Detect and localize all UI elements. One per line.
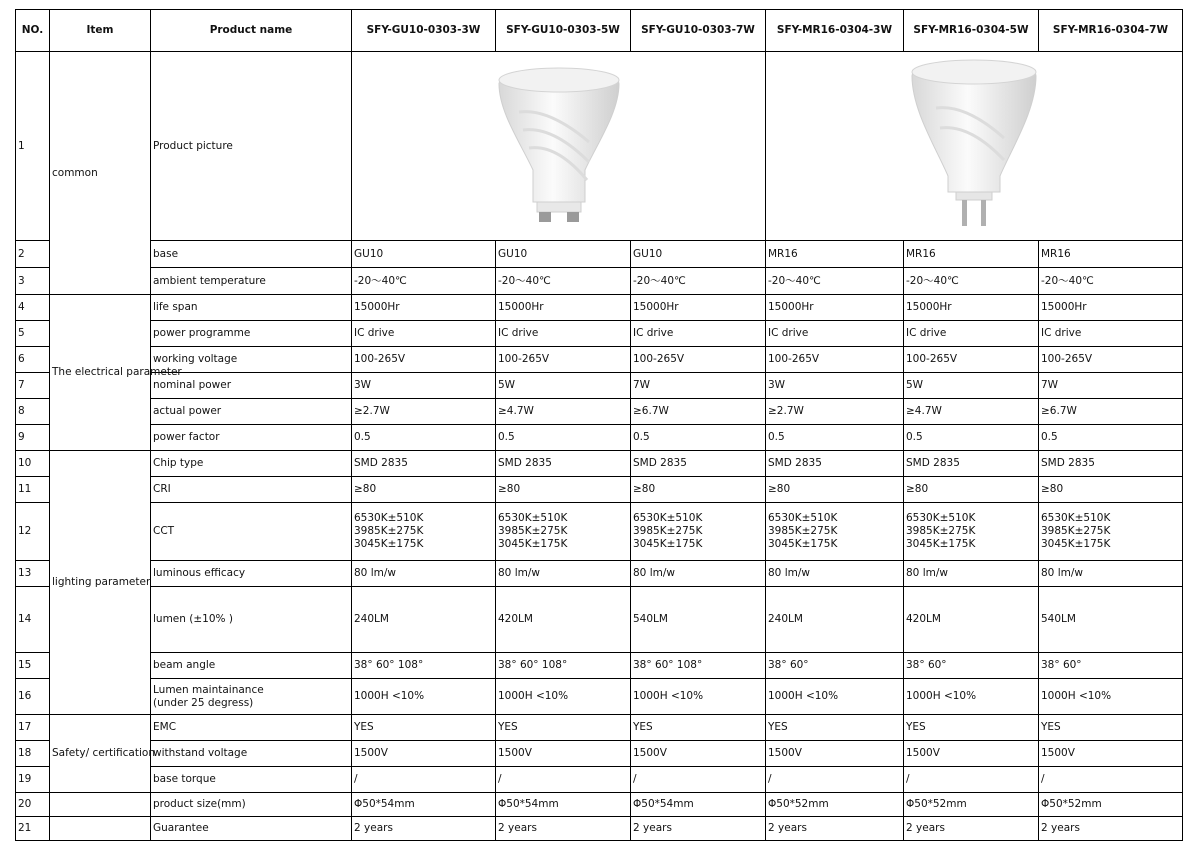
cct-cell <box>631 503 766 561</box>
cell: 1000H <10% <box>766 679 904 715</box>
cell: 80 lm/w <box>904 561 1039 587</box>
cct-value: 3045K±175K <box>1041 538 1111 550</box>
cell: YES <box>766 715 904 741</box>
cell: 80 lm/w <box>631 561 766 587</box>
row-label: withstand voltage <box>151 741 352 767</box>
cell: IC drive <box>496 321 631 347</box>
cell: Φ50*52mm <box>1039 793 1183 817</box>
cell: YES <box>496 715 631 741</box>
row-number: 12 <box>16 503 50 561</box>
cell: 100-265V <box>352 347 496 373</box>
row-number: 6 <box>16 347 50 373</box>
cell: 0.5 <box>352 425 496 451</box>
row-label: luminous efficacy <box>151 561 352 587</box>
cell: 1000H <10% <box>631 679 766 715</box>
mr16-picture-cell <box>766 52 1183 241</box>
row-label: Guarantee <box>151 817 352 841</box>
row-label: lumen (±10% ) <box>151 587 352 653</box>
row-number: 19 <box>16 767 50 793</box>
cell: 0.5 <box>904 425 1039 451</box>
cell: IC drive <box>631 321 766 347</box>
cell: -20～40℃ <box>352 268 496 295</box>
cell: 80 lm/w <box>1039 561 1183 587</box>
cell: 420LM <box>496 587 631 653</box>
cct-cell <box>1039 503 1183 561</box>
cell: ≥2.7W <box>352 399 496 425</box>
cell: / <box>352 767 496 793</box>
gu10-bulb-icon <box>489 52 629 232</box>
table-row <box>16 715 1183 741</box>
mr16-bulb-icon <box>904 52 1044 232</box>
row-label: base torque <box>151 767 352 793</box>
cell: / <box>631 767 766 793</box>
cell: 100-265V <box>1039 347 1183 373</box>
cell: / <box>496 767 631 793</box>
cell: 2 years <box>496 817 631 841</box>
row-label: product size(mm) <box>151 793 352 817</box>
cell: / <box>904 767 1039 793</box>
group-common: common <box>50 52 151 295</box>
table-row <box>16 503 1183 561</box>
cct-value: 3985K±275K <box>633 525 703 537</box>
cell: SMD 2835 <box>496 451 631 477</box>
row-number: 8 <box>16 399 50 425</box>
cct-value: 6530K±510K <box>1041 512 1111 524</box>
cct-value: 3045K±175K <box>498 538 568 550</box>
header-item: Item <box>50 10 151 52</box>
cell: 420LM <box>904 587 1039 653</box>
cell: 1500V <box>766 741 904 767</box>
cell: ≥80 <box>631 477 766 503</box>
row-label: nominal power <box>151 373 352 399</box>
cct-cell <box>904 503 1039 561</box>
table-row <box>16 679 1183 715</box>
table-row <box>16 653 1183 679</box>
cell: ≥4.7W <box>904 399 1039 425</box>
table-row <box>16 268 1183 295</box>
header-row <box>16 10 1183 52</box>
table-row <box>16 451 1183 477</box>
cell: GU10 <box>631 241 766 268</box>
cell: SMD 2835 <box>904 451 1039 477</box>
row-label: power programme <box>151 321 352 347</box>
cell: IC drive <box>904 321 1039 347</box>
cell: ≥80 <box>904 477 1039 503</box>
row-label <box>151 679 352 715</box>
cell: 38° 60° <box>1039 653 1183 679</box>
cell: 38° 60° 108° <box>631 653 766 679</box>
row-number: 20 <box>16 793 50 817</box>
cct-value: 3985K±275K <box>354 525 424 537</box>
cell: Φ50*52mm <box>904 793 1039 817</box>
cell: 80 lm/w <box>496 561 631 587</box>
cell: 1500V <box>631 741 766 767</box>
header-model: SFY-GU10-0303-3W <box>352 10 496 52</box>
cell: 240LM <box>352 587 496 653</box>
cct-cell <box>766 503 904 561</box>
cct-value: 3045K±175K <box>633 538 703 550</box>
cell: 540LM <box>631 587 766 653</box>
cell: 15000Hr <box>766 295 904 321</box>
header-model: SFY-MR16-0304-7W <box>1039 10 1183 52</box>
table-row <box>16 347 1183 373</box>
table-row <box>16 817 1183 841</box>
cell: 1000H <10% <box>352 679 496 715</box>
row-number: 1 <box>16 52 50 241</box>
cell: 100-265V <box>631 347 766 373</box>
cell: -20～40℃ <box>766 268 904 295</box>
cell: IC drive <box>766 321 904 347</box>
cell: ≥6.7W <box>1039 399 1183 425</box>
cct-value: 3985K±275K <box>768 525 838 537</box>
table-row <box>16 767 1183 793</box>
row-number: 14 <box>16 587 50 653</box>
cell: 5W <box>904 373 1039 399</box>
cct-value: 3985K±275K <box>1041 525 1111 537</box>
cell: / <box>1039 767 1183 793</box>
cct-value: 3985K±275K <box>498 525 568 537</box>
cct-value: 6530K±510K <box>354 512 424 524</box>
row-label: CCT <box>151 503 352 561</box>
cell: 3W <box>766 373 904 399</box>
cell: 0.5 <box>766 425 904 451</box>
table-row <box>16 741 1183 767</box>
row-number: 11 <box>16 477 50 503</box>
cell: SMD 2835 <box>766 451 904 477</box>
cell: 0.5 <box>1039 425 1183 451</box>
row-label: working voltage <box>151 347 352 373</box>
header-model: SFY-MR16-0304-3W <box>766 10 904 52</box>
cell: 1500V <box>352 741 496 767</box>
cct-value: 6530K±510K <box>498 512 568 524</box>
cell: 540LM <box>1039 587 1183 653</box>
row-number: 3 <box>16 268 50 295</box>
cell: GU10 <box>352 241 496 268</box>
cell: 15000Hr <box>352 295 496 321</box>
row-label: base <box>151 241 352 268</box>
row-number: 5 <box>16 321 50 347</box>
table-row <box>16 587 1183 653</box>
cell: IC drive <box>352 321 496 347</box>
row-label-line: Lumen maintainance <box>153 683 264 696</box>
cell: 2 years <box>1039 817 1183 841</box>
group-empty <box>50 817 151 841</box>
cell: -20～40℃ <box>904 268 1039 295</box>
cell: 15000Hr <box>1039 295 1183 321</box>
cell: 1000H <10% <box>1039 679 1183 715</box>
cell: 80 lm/w <box>766 561 904 587</box>
cell: 1500V <box>904 741 1039 767</box>
cell: 2 years <box>904 817 1039 841</box>
cell: 7W <box>1039 373 1183 399</box>
cell: 2 years <box>631 817 766 841</box>
cell: 15000Hr <box>496 295 631 321</box>
cell: YES <box>352 715 496 741</box>
row-number: 2 <box>16 241 50 268</box>
row-number: 7 <box>16 373 50 399</box>
cell: -20～40℃ <box>631 268 766 295</box>
cell: 3W <box>352 373 496 399</box>
table-row <box>16 793 1183 817</box>
row-number: 18 <box>16 741 50 767</box>
cell: 15000Hr <box>631 295 766 321</box>
row-label: Chip type <box>151 451 352 477</box>
group-electrical: The electrical parameter <box>50 295 151 451</box>
row-label: ambient temperature <box>151 268 352 295</box>
cell: 240LM <box>766 587 904 653</box>
row-number: 9 <box>16 425 50 451</box>
table-row <box>16 477 1183 503</box>
cell: 38° 60° 108° <box>496 653 631 679</box>
gu10-picture-cell <box>352 52 766 241</box>
row-label-line: (under 25 degress) <box>153 696 254 709</box>
cell: SMD 2835 <box>1039 451 1183 477</box>
group-safety: Safety/ certification <box>50 715 151 793</box>
row-number: 16 <box>16 679 50 715</box>
cell: 38° 60° <box>766 653 904 679</box>
cell: IC drive <box>1039 321 1183 347</box>
cct-cell <box>496 503 631 561</box>
cell: 2 years <box>766 817 904 841</box>
cell: Φ50*54mm <box>352 793 496 817</box>
cell: Φ50*54mm <box>496 793 631 817</box>
header-product-name: Product name <box>151 10 352 52</box>
cct-value: 3045K±175K <box>768 538 838 550</box>
cell: ≥80 <box>1039 477 1183 503</box>
cell: 5W <box>496 373 631 399</box>
cell: -20～40℃ <box>496 268 631 295</box>
cell: 7W <box>631 373 766 399</box>
cell: 1000H <10% <box>904 679 1039 715</box>
cell: 100-265V <box>904 347 1039 373</box>
cell: ≥6.7W <box>631 399 766 425</box>
cell: ≥80 <box>766 477 904 503</box>
cell: ≥4.7W <box>496 399 631 425</box>
header-model: SFY-MR16-0304-5W <box>904 10 1039 52</box>
cell: 100-265V <box>496 347 631 373</box>
cct-value: 3045K±175K <box>906 538 976 550</box>
cell: 0.5 <box>631 425 766 451</box>
cell: YES <box>631 715 766 741</box>
cct-value: 3985K±275K <box>906 525 976 537</box>
row-label: Product picture <box>151 52 352 241</box>
cct-value: 3045K±175K <box>354 538 424 550</box>
table-row <box>16 241 1183 268</box>
table-row <box>16 561 1183 587</box>
table-row <box>16 321 1183 347</box>
row-label: life span <box>151 295 352 321</box>
cell: GU10 <box>496 241 631 268</box>
cell: SMD 2835 <box>352 451 496 477</box>
cct-cell <box>352 503 496 561</box>
cell: 100-265V <box>766 347 904 373</box>
cell: Φ50*54mm <box>631 793 766 817</box>
cell: 2 years <box>352 817 496 841</box>
cell: YES <box>1039 715 1183 741</box>
cell: MR16 <box>1039 241 1183 268</box>
cct-value: 6530K±510K <box>906 512 976 524</box>
table-row <box>16 399 1183 425</box>
cell: ≥80 <box>496 477 631 503</box>
row-number: 21 <box>16 817 50 841</box>
spec-table <box>15 9 1183 841</box>
table-row <box>16 52 1183 241</box>
table-row <box>16 425 1183 451</box>
cct-value: 6530K±510K <box>768 512 838 524</box>
cell: ≥80 <box>352 477 496 503</box>
row-number: 10 <box>16 451 50 477</box>
row-label: beam angle <box>151 653 352 679</box>
cell: / <box>766 767 904 793</box>
row-label: power factor <box>151 425 352 451</box>
row-label: actual power <box>151 399 352 425</box>
row-number: 17 <box>16 715 50 741</box>
row-number: 15 <box>16 653 50 679</box>
header-no: NO. <box>16 10 50 52</box>
cell: YES <box>904 715 1039 741</box>
cell: MR16 <box>766 241 904 268</box>
header-model: SFY-GU10-0303-5W <box>496 10 631 52</box>
cell: 38° 60° 108° <box>352 653 496 679</box>
group-lighting: lighting parameter <box>50 451 151 715</box>
table-row <box>16 373 1183 399</box>
header-model: SFY-GU10-0303-7W <box>631 10 766 52</box>
cell: ≥2.7W <box>766 399 904 425</box>
row-number: 13 <box>16 561 50 587</box>
cct-value: 6530K±510K <box>633 512 703 524</box>
cell: 15000Hr <box>904 295 1039 321</box>
cell: 38° 60° <box>904 653 1039 679</box>
row-number: 4 <box>16 295 50 321</box>
cell: MR16 <box>904 241 1039 268</box>
table-row <box>16 295 1183 321</box>
cell: 1500V <box>496 741 631 767</box>
cell: Φ50*52mm <box>766 793 904 817</box>
row-label: EMC <box>151 715 352 741</box>
cell: SMD 2835 <box>631 451 766 477</box>
cell: 80 lm/w <box>352 561 496 587</box>
cell: -20～40℃ <box>1039 268 1183 295</box>
cell: 1000H <10% <box>496 679 631 715</box>
group-empty <box>50 793 151 817</box>
cell: 0.5 <box>496 425 631 451</box>
row-label: CRI <box>151 477 352 503</box>
cell: 1500V <box>1039 741 1183 767</box>
